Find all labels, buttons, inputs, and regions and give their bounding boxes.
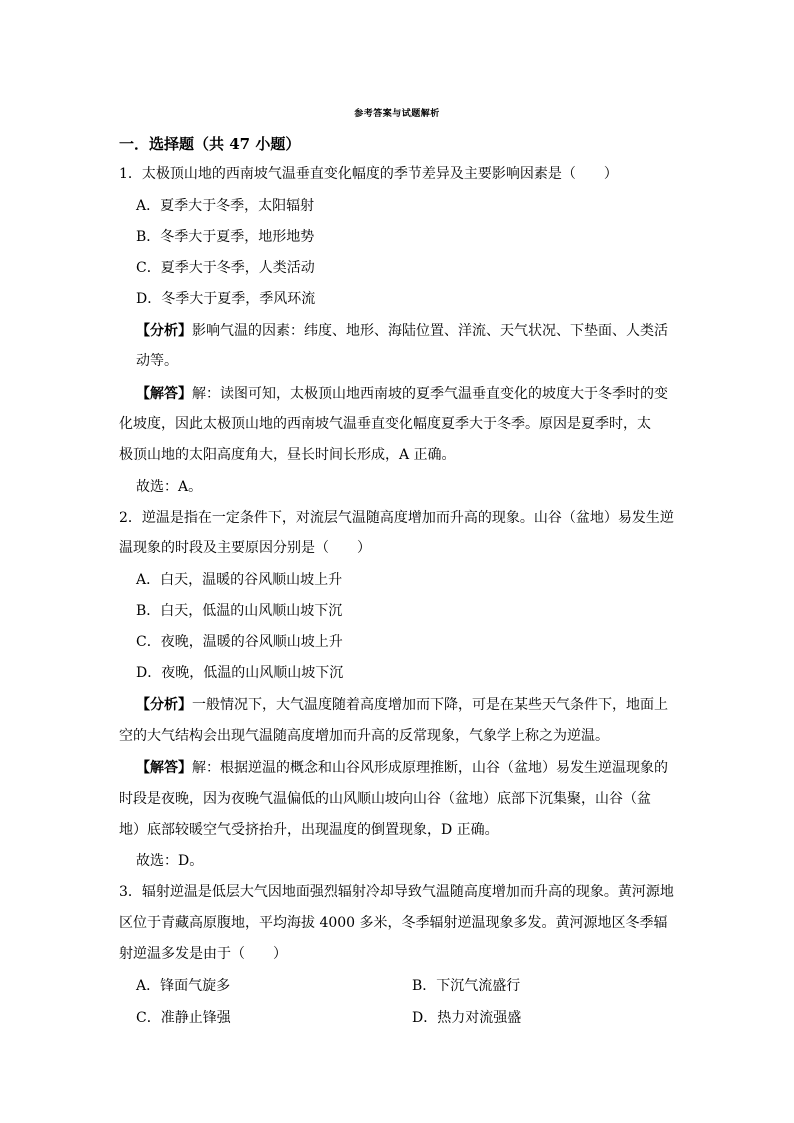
question-2-option-a: A．白天，温暖的谷风顺山坡上升 <box>136 572 343 588</box>
question-2-answer-cont-2: 地）底部较暖空气受挤抬升，出现温度的倒置现象，D 正确。 <box>119 822 499 838</box>
analysis-tag: 【分析】 <box>136 697 192 713</box>
question-1-option-a: A．夏季大于冬季，太阳辐射 <box>136 198 315 214</box>
question-3-option-b: B．下沉气流盛行 <box>412 978 521 994</box>
question-3-option-d: D．热力对流强盛 <box>412 1010 522 1026</box>
question-1-answer <box>136 384 668 404</box>
section-heading: 一．选择题（共 47 小题） <box>119 135 301 153</box>
page-title: 参考答案与试题解析 <box>354 109 440 119</box>
question-3-option-c: C．准静止锋强 <box>136 1010 231 1026</box>
question-2-option-d: D．夜晚，低温的山风顺山坡下沉 <box>136 665 344 681</box>
answer-text: 解：根据逆温的概念和山谷风形成原理推断，山谷（盆地）易发生逆温现象的 <box>192 760 668 776</box>
question-2-answer-cont-1: 时段是夜晚，因为夜晚气温偏低的山风顺山坡向山谷（盆地）底部下沉集聚，山谷（盆 <box>119 791 651 807</box>
question-3-stem-cont-2: 射逆温多发是由于（ ） <box>119 946 287 962</box>
question-1-analysis <box>136 321 668 341</box>
question-2-choice: 故选：D。 <box>136 853 204 869</box>
question-2-option-c: C．夜晚，温暖的谷风顺山坡上升 <box>136 634 343 650</box>
question-3-stem: 3．辐射逆温是低层大气因地面强烈辐射冷却导致气温随高度增加而升高的现象。黄河源地 <box>119 884 674 900</box>
answer-tag: 【解答】 <box>136 760 192 776</box>
question-1-option-b: B．冬季大于夏季，地形地势 <box>136 229 315 245</box>
question-2-answer <box>136 758 668 778</box>
question-1-analysis-cont: 动等。 <box>136 353 178 369</box>
question-1-choice: 故选：A。 <box>136 479 203 495</box>
question-2-stem-cont: 温现象的时段及主要原因分别是（ ） <box>119 540 371 556</box>
question-1-option-c: C．夏季大于冬季，人类活动 <box>136 260 315 276</box>
question-3-option-a: A．锋面气旋多 <box>136 978 231 994</box>
question-2-analysis <box>136 695 668 715</box>
question-1-stem: 1．太极顶山地的西南坡气温垂直变化幅度的季节差异及主要影响因素是（ ） <box>119 166 618 182</box>
question-1-answer-cont-1: 化坡度，因此太极顶山地的西南坡气温垂直变化幅度夏季大于冬季。原因是夏季时，太 <box>119 416 651 432</box>
question-2-option-b: B．白天，低温的山风顺山坡下沉 <box>136 603 343 619</box>
question-1-option-d: D．冬季大于夏季，季风环流 <box>136 291 316 307</box>
question-2-stem: 2．逆温是指在一定条件下，对流层气温随高度增加而升高的现象。山谷（盆地）易发生逆 <box>119 510 674 526</box>
question-1-answer-cont-2: 极顶山地的太阳高度角大，昼长时间长形成，A 正确。 <box>119 447 456 463</box>
answer-tag: 【解答】 <box>136 386 192 402</box>
answer-text: 解：读图可知，太极顶山地西南坡的夏季气温垂直变化的坡度大于冬季时的变 <box>192 386 668 402</box>
question-3-stem-cont-1: 区位于青藏高原腹地，平均海拔 4000 多米，冬季辐射逆温现象多发。黄河源地区冬季辐 <box>119 915 668 931</box>
question-2-analysis-cont: 空的大气结构会出现气温随高度增加而升高的反常现象，气象学上称之为逆温。 <box>119 728 609 744</box>
analysis-text: 一般情况下，大气温度随着高度增加而下降，可是在某些天气条件下，地面上 <box>192 697 668 713</box>
analysis-tag: 【分析】 <box>136 323 192 339</box>
analysis-text: 影响气温的因素：纬度、地形、海陆位置、洋流、天气状况、下垫面、人类活 <box>192 323 668 339</box>
